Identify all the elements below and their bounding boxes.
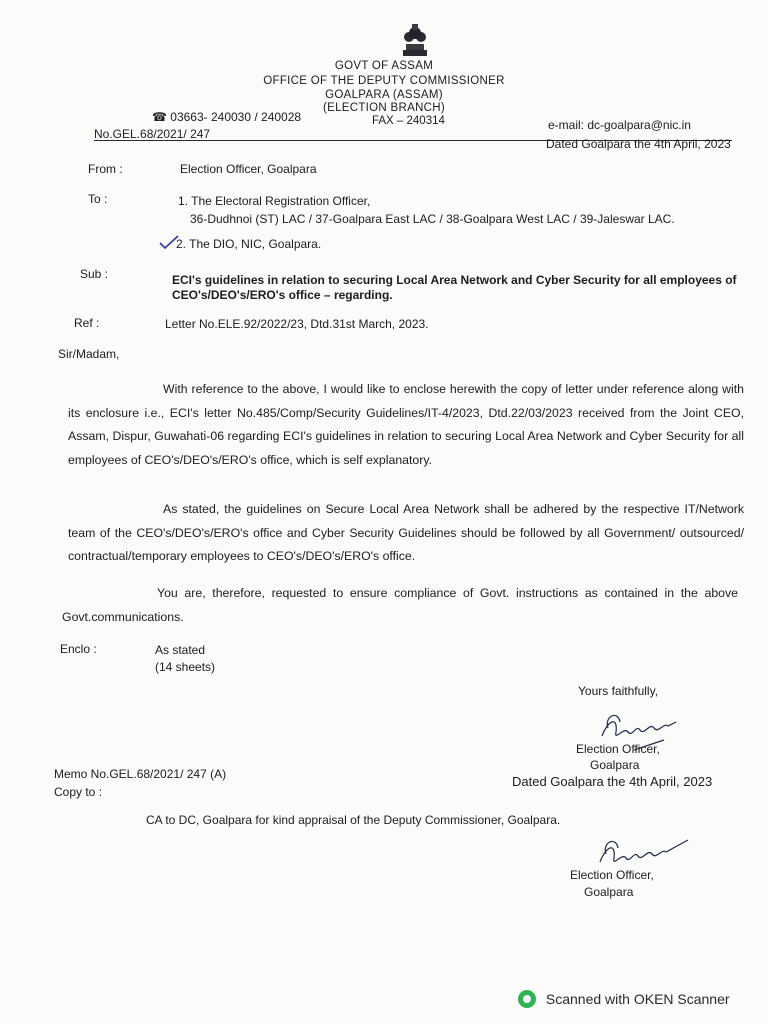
to-line-2: 36-Dudhnoi (ST) LAC / 37-Goalpara East LAC / 38-Goalpara West LAC / 39-Jaleswar LAC.: [190, 212, 675, 226]
salutation: Sir/Madam,: [58, 347, 120, 361]
signature-1-title: Election Officer,: [576, 742, 660, 756]
subject-line-2: CEO's/DEO's/ERO's office – regarding.: [172, 288, 393, 302]
body-paragraph-2: As stated, the guidelines on Secure Local Area Network shall be adhered by the respective IT/Network team of the CEO's/DEO's/ERO's office and Cyber Security Guidelines should be followed by all Government/ outsourced/ contractual/temporary employees to CEO's/DEO's/ERO's office.: [68, 502, 744, 563]
state-emblem-icon: [398, 22, 432, 58]
enclosure-label: Enclo :: [60, 642, 97, 656]
body-paragraph-3: You are, therefore, requested to ensure compliance of Govt. instructions as contained in the above Govt.communications.: [62, 586, 738, 624]
copy-to-line: CA to DC, Goalpara for kind appraisal of the Deputy Commissioner, Goalpara.: [146, 813, 561, 827]
signature-2-place: Goalpara: [584, 885, 634, 899]
body-paragraph-1: With reference to the above, I would like to enclose herewith the copy of letter under reference along with its enclosure i.e., ECI's letter No.485/Comp/Security Guidelines/IT-4/2023, Dtd.22/03/2023 received from the Joint CEO, Assam, Dispur, Guwahati-06 regarding ECI's guidelines in relation to securing Local Area Network and Cyber Security for all employees of CEO's/DEO's/ERO's office, which is self explanatory.: [68, 382, 744, 467]
signature-1-place: Goalpara: [590, 758, 640, 772]
header-email: e-mail: dc-goalpara@nic.in: [548, 118, 691, 132]
to-label: To :: [88, 192, 108, 206]
letter-number: No.GEL.68/2021/ 247: [94, 127, 211, 141]
copy-to-label: Copy to :: [54, 785, 103, 799]
to-line-3: 2. The DIO, NIC, Goalpara.: [176, 237, 322, 251]
header-fax: FAX – 240314: [372, 115, 445, 127]
subject-label: Sub :: [80, 267, 109, 281]
ref-label: Ref :: [74, 316, 100, 330]
memo-date: Dated Goalpara the 4th April, 2023: [512, 774, 713, 789]
scanner-watermark-text: Scanned with OKEN Scanner: [545, 991, 730, 1008]
enclosure-line-2: (14 sheets): [155, 660, 216, 674]
from-value: Election Officer, Goalpara: [180, 162, 317, 176]
to-line-1: 1. The Electoral Registration Officer,: [178, 194, 371, 208]
scanner-watermark: [518, 990, 730, 1008]
letter-date: Dated Goalpara the 4th April, 2023: [546, 137, 731, 151]
scanner-logo-icon: [518, 990, 536, 1008]
signature-2-title: Election Officer,: [570, 868, 654, 882]
header-office: OFFICE OF THE DEPUTY COMMISSIONER: [263, 75, 505, 87]
header-district: GOALPARA (ASSAM): [325, 89, 443, 101]
header-branch: (ELECTION BRANCH): [322, 102, 446, 114]
from-label: From :: [88, 162, 123, 176]
memo-number: Memo No.GEL.68/2021/ 247 (A): [54, 767, 227, 781]
header-govt: GOVT OF ASSAM: [334, 60, 434, 72]
header-phone: ☎ 03663- 240030 / 240028: [152, 110, 302, 124]
enclosure-line-1: As stated: [155, 643, 206, 657]
ref-value: Letter No.ELE.92/2022/23, Dtd.31st March, 2023.: [165, 317, 429, 331]
subject-line-1: ECI's guidelines in relation to securing Local Area Network and Cyber Security for all employees of: [172, 273, 737, 287]
closing-text: Yours faithfully,: [578, 684, 659, 698]
